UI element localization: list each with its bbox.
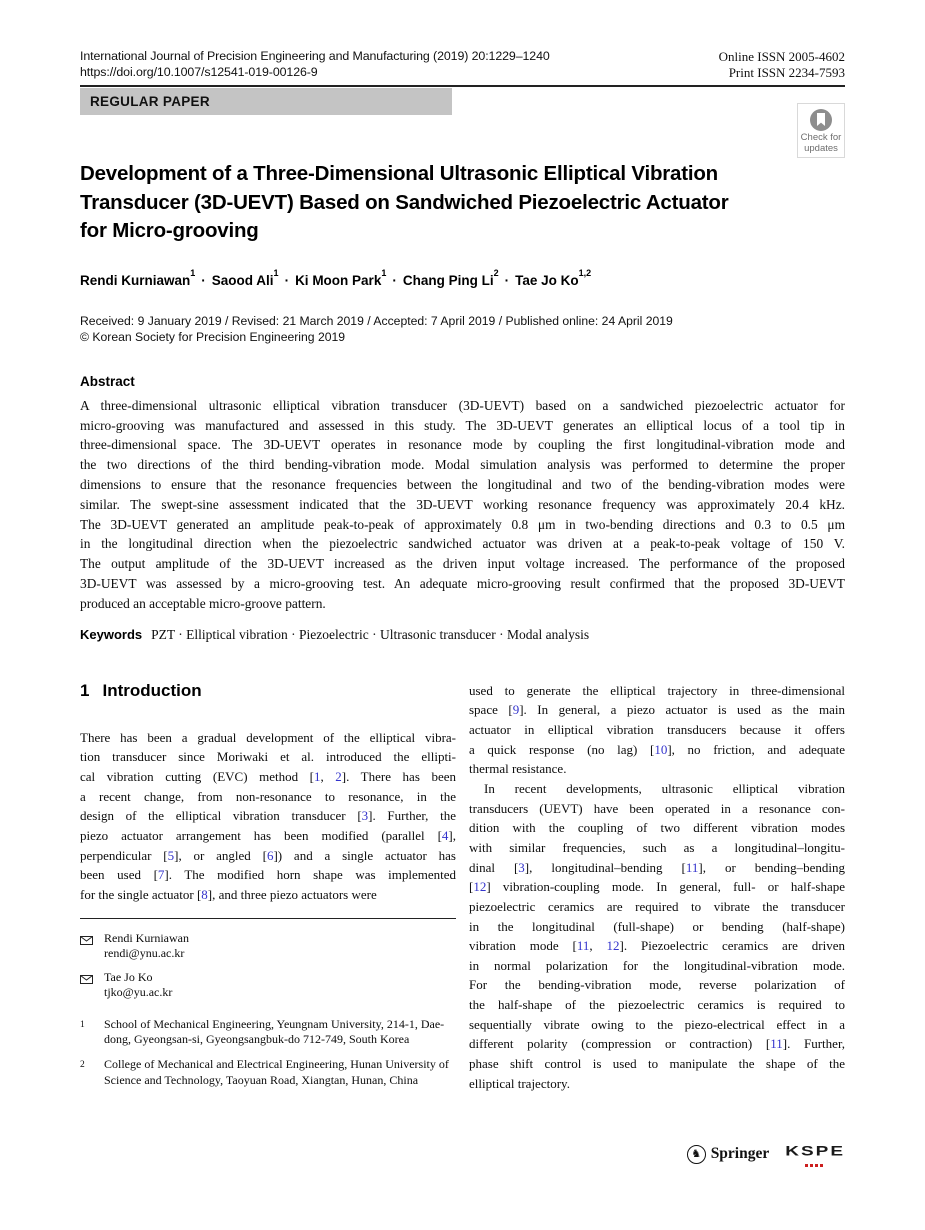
citation-ref[interactable]: 10 (654, 741, 668, 757)
text-line: in the longitudinal direction when the piezoelectric sandwiched actuator was driven at a peak-to-peak voltage of 150 V. (80, 536, 845, 552)
citation-ref[interactable]: 5 (167, 847, 175, 863)
issn-print: Print ISSN 2234-7593 (728, 64, 845, 80)
text-line: perpendicular [5], or angled [6]) and a single actuator has (80, 847, 456, 863)
citation-ref[interactable]: 6 (266, 847, 274, 863)
text-line: tion transducer since Moriwaki et al. introduced the ellipti- (80, 749, 456, 765)
text-line: phase shift control is used to manipulate the shape of the (469, 1056, 845, 1072)
publisher-footer (687, 1141, 845, 1167)
text-line: been used [7]. The modified horn shape was implemented (80, 867, 456, 883)
article-type-banner (80, 88, 452, 115)
intro-right-column-p1 (469, 681, 845, 779)
kspe-logo-dots (805, 1164, 823, 1167)
left-column (80, 681, 456, 1098)
citation-ref[interactable]: 1 (313, 768, 321, 784)
issn-online: Online ISSN 2005-4602 (718, 49, 845, 64)
kspe-wordmark: KSPE (785, 1144, 845, 1160)
check-for-updates-badge[interactable] (797, 103, 845, 158)
text-line: vibration mode [11, 12]. Piezoelectric ceramics are driven (469, 938, 845, 954)
affiliation (80, 1057, 456, 1088)
citation-ref[interactable]: 12 (473, 879, 487, 895)
journal-title: International Journal of Precision Engineering and Manufacturing (2019) 20:1229–1240 (80, 49, 550, 63)
author-name: Ki Moon Park$^1$ (295, 267, 387, 289)
abstract-text (80, 396, 845, 614)
contact-name: Tae Jo Ko (104, 970, 153, 985)
text-line: a recent change, from non-resonance to resonance, in the (80, 788, 456, 804)
citation-ref[interactable]: 11 (685, 859, 699, 875)
contact-email[interactable]: tjko@yu.ac.kr (104, 985, 173, 1000)
author-name: Tae Jo Ko$^{1,2}$ (515, 267, 592, 289)
text-line: sequentially vibrate owing to the piezo-electrical effect in a (469, 1016, 845, 1032)
text-line: space [9]. In general, a piezo actuator is used as the main (469, 702, 846, 718)
springer-logo (687, 1145, 770, 1164)
citation-ref[interactable]: 8 (201, 886, 208, 902)
article-type-label: REGULAR PAPER (90, 94, 210, 110)
text-line: design of the elliptical vibration transducer [3]. Further, the (80, 808, 456, 824)
right-column (469, 681, 845, 1098)
author-separator: · (504, 273, 510, 289)
text-line: Transducer (3D-UEVT) Based on Sandwiched Piezoelectric Actuator (80, 190, 729, 214)
text-line: transducers (UEVT) have been operated in a resonance con- (469, 800, 845, 816)
paper-title (80, 160, 845, 246)
text-line: three-dimensional space. The 3D-UEVT operates in resonance mode by coupling the first longitudinal-vibration mode and (80, 437, 845, 453)
text-line: [12] vibration-coupling mode. In general, full- or half-shape (469, 879, 845, 895)
text-line: There has been a gradual development of the elliptical vibra- (80, 729, 456, 745)
author-name: Rendi Kurniawan$^1$ (80, 267, 196, 289)
envelope-icon (80, 970, 104, 1001)
citation-ref[interactable]: 3 (518, 859, 525, 875)
check-updates-label: Check for updates (800, 132, 842, 154)
affiliations (80, 1017, 456, 1088)
citation-ref[interactable]: 12 (606, 938, 620, 954)
copyright-line: © Korean Society for Precision Engineering 2019 (80, 329, 346, 344)
received-line: Received: 9 January 2019 / Revised: 21 March 2019 / Accepted: 7 April 2019 / Published online: 24 April 2019 (80, 314, 673, 329)
affiliation (80, 1017, 456, 1048)
citation-ref[interactable]: 9 (512, 702, 520, 718)
text-line: used to generate the elliptical trajectory in three-dimensional (469, 682, 845, 698)
author-separator: · (201, 273, 206, 289)
affiliation-number: 1 (80, 1019, 85, 1030)
citation-ref[interactable]: 11 (576, 938, 590, 954)
text-line: the two directions of the third bending-vibration mode. Modal simulation analysis was performed to determine the proper (80, 457, 845, 473)
text-line: thermal resistance. (469, 761, 567, 777)
text-line: piezo actuator arrangement has been modified (parallel [4], (80, 827, 456, 843)
citation-ref[interactable]: 7 (157, 867, 165, 883)
citation-ref[interactable]: 4 (441, 827, 449, 843)
text-line: A three-dimensional ultrasonic elliptical vibration transducer (3D-UEVT) based on a sandwiched piezoelectric actuator for (80, 397, 845, 413)
corresponding-author (80, 970, 456, 1001)
text-line: elliptical trajectory. (469, 1075, 570, 1091)
text-line: The output amplitude of the 3D-UEVT increased as the driven input voltage increased. The performance of the proposed (80, 556, 845, 572)
text-line: different polarity (compression or contraction) [11]. Further, (469, 1036, 845, 1052)
corresponding-author (80, 931, 456, 962)
text-line: produced an acceptable micro-groove pattern. (80, 595, 326, 611)
citation-ref[interactable]: 3 (361, 808, 369, 824)
keywords-text: PZT · Elliptical vibration · Piezoelectric · Ultrasonic transducer · Modal analysis (151, 626, 590, 642)
text-line: The 3D-UEVT generated an amplitude peak-to-peak of approximately 0.8 μm in two-bending directions and 0.3 to 0.5 μm (80, 516, 845, 532)
envelope-icon (80, 931, 104, 962)
text-line: with similar frequencies, such as a longitudinal–longitu- (469, 839, 845, 855)
text-line: dition with the coupling of two different vibration modes (469, 820, 845, 836)
text-line: micro-grooving was manufactured and assessed in this study. The 3D-UEVT generates an elliptical locus of a tool tip in (80, 417, 845, 433)
contact-name: Rendi Kurniawan (104, 930, 189, 945)
affiliation-text: School of Mechanical Engineering, Yeungnam University, 214-1, Dae-dong, Gyeongsan-si, Gyeongsangbuk-do 712-749, South Korea (104, 1016, 445, 1047)
text-line: for the single actuator [8], and three piezo actuators were (80, 886, 377, 902)
author-name: Chang Ping Li$^2$ (402, 267, 499, 289)
text-line: actuator in elliptical vibration transducers because it offers (469, 721, 845, 737)
footnote-divider (80, 918, 456, 919)
section-heading-introduction (80, 681, 456, 701)
section-number: 1 (80, 680, 90, 700)
text-line: cal vibration cutting (EVC) method [1, 2]. There has been (80, 768, 456, 784)
header-rule (80, 85, 845, 87)
text-line: For the bending-vibration mode, reverse polarization of (469, 977, 845, 993)
bookmark-icon (809, 108, 833, 132)
abstract-heading: Abstract (80, 373, 135, 389)
article-history (80, 314, 845, 344)
author-name: Saood Ali$^1$ (211, 267, 279, 289)
springer-horse-icon: ♞ (687, 1145, 706, 1164)
intro-left-column-text (80, 728, 456, 905)
text-line: dimensions to ensure that the resonance frequencies between the longitudinal and two of the bending-vibration modes were (80, 477, 845, 493)
text-line: the half-shape of the piezoelectric ceramics is required to (469, 997, 845, 1013)
affiliation-number: 2 (80, 1060, 85, 1071)
citation-ref[interactable]: 2 (335, 768, 342, 784)
text-line: in the longitudinal (full-shape) or bending (half-shape) (469, 918, 845, 934)
text-line: for Micro-grooving (80, 219, 259, 243)
kspe-logo (785, 1141, 845, 1167)
intro-right-column-p2 (469, 779, 845, 1094)
author-list (80, 267, 845, 289)
keywords-label: Keywords (80, 626, 143, 642)
affiliation-text: College of Mechanical and Electrical Engineering, Hunan University of Science and Technology, Taoyuan Road, Xiangtan, Hunan, China (104, 1057, 449, 1087)
page-header (80, 0, 845, 80)
text-line: Development of a Three-Dimensional Ultrasonic Elliptical Vibration (80, 162, 719, 186)
author-separator: · (284, 273, 290, 289)
corresponding-authors (80, 931, 456, 1001)
text-line: In recent developments, ultrasonic elliptical vibration (484, 780, 845, 796)
two-column-body (80, 681, 845, 1098)
springer-wordmark: Springer (710, 1145, 770, 1162)
contact-email[interactable]: rendi@ynu.ac.kr (104, 945, 185, 960)
author-separator: · (392, 273, 397, 289)
text-line: similar. The swept-sine assessment indicated that the 3D-UEVT working resonance frequency was approximately 20.4 kHz. (80, 496, 845, 512)
keywords-row (80, 627, 845, 643)
text-line: in normal polarization for the longitudinal-vibration mode. (469, 957, 845, 973)
text-line: dinal [3], longitudinal–bending [11], or bending–bending (469, 859, 845, 875)
doi-link[interactable]: https://doi.org/10.1007/s12541-019-00126-9 (80, 64, 318, 79)
text-line: 3D-UEVT was assessed by a micro-grooving test. An adequate micro-grooving result confirmed that the proposed 3D-UEVT (80, 576, 845, 592)
section-title: Introduction (102, 680, 202, 700)
citation-ref[interactable]: 11 (770, 1036, 783, 1052)
text-line: piezoelectric ceramics are required to vibrate the transducer (469, 898, 845, 914)
text-line: a quick response (no lag) [10], no friction, and adequate (469, 741, 845, 757)
